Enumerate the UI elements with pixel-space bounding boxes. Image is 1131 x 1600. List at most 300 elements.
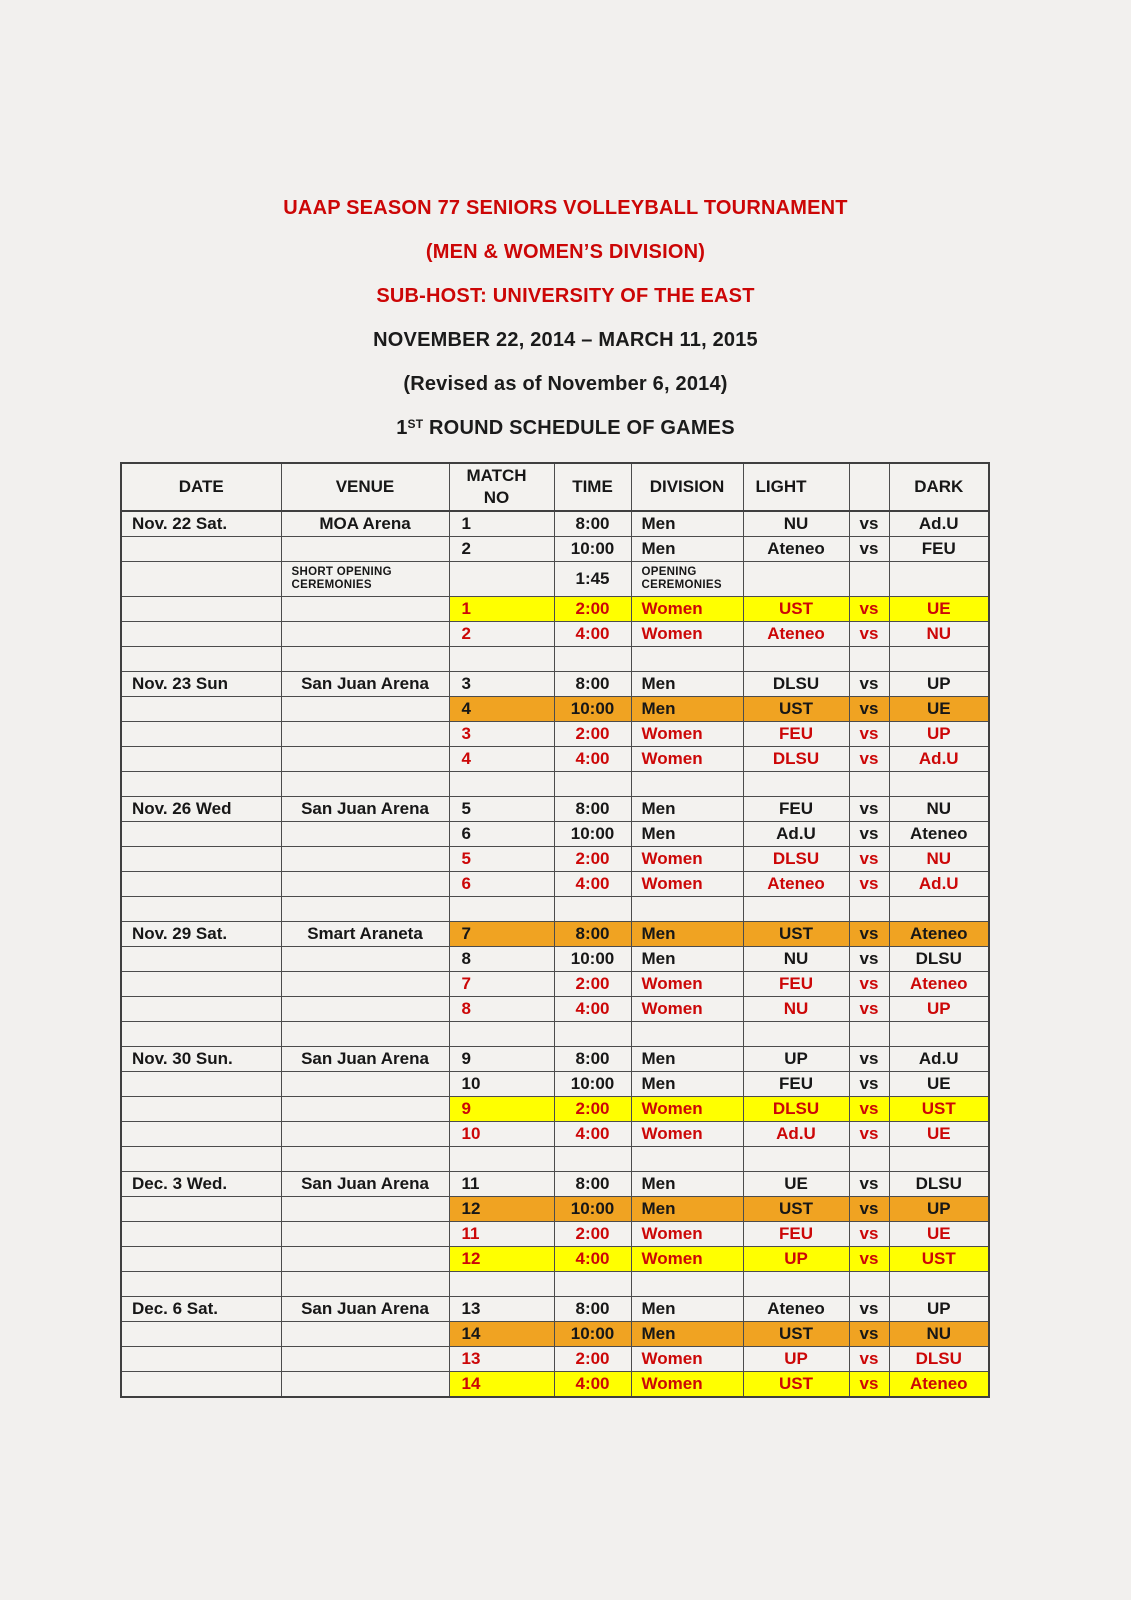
cell-date: Dec. 3 Wed. — [121, 1172, 281, 1197]
cell-match: 11 — [449, 1222, 554, 1247]
cell-vs — [849, 772, 889, 797]
cell-date — [121, 1072, 281, 1097]
cell-date — [121, 1222, 281, 1247]
spacer-row — [121, 1272, 989, 1297]
cell-time — [554, 772, 631, 797]
cell-vs: vs — [849, 622, 889, 647]
column-header-match-label: MATCH NO — [466, 466, 527, 507]
schedule-row — [121, 597, 989, 622]
schedule-row — [121, 722, 989, 747]
cell-division — [631, 772, 743, 797]
cell-date — [121, 997, 281, 1022]
cell-time: 2:00 — [554, 1347, 631, 1372]
cell-date — [121, 1347, 281, 1372]
cell-light: UST — [743, 697, 849, 722]
cell-division: Women — [631, 1222, 743, 1247]
cell-vs: vs — [849, 1172, 889, 1197]
cell-time: 2:00 — [554, 847, 631, 872]
cell-time: 2:00 — [554, 722, 631, 747]
cell-division: Men — [631, 511, 743, 537]
cell-dark: Ad.U — [889, 872, 989, 897]
cell-light: DLSU — [743, 672, 849, 697]
cell-light — [743, 897, 849, 922]
schedule-row — [121, 797, 989, 822]
schedule-table-wrapper — [120, 462, 990, 1398]
cell-division: Women — [631, 847, 743, 872]
cell-dark: NU — [889, 622, 989, 647]
cell-date — [121, 537, 281, 562]
cell-date — [121, 747, 281, 772]
cell-time: 8:00 — [554, 922, 631, 947]
schedule-row — [121, 1172, 989, 1197]
cell-dark: UP — [889, 722, 989, 747]
cell-division: Women — [631, 622, 743, 647]
column-header-dark: DARK — [889, 463, 989, 511]
cell-time — [554, 897, 631, 922]
cell-match: 12 — [449, 1247, 554, 1272]
schedule-row — [121, 1072, 989, 1097]
cell-date: Nov. 30 Sun. — [121, 1047, 281, 1072]
cell-dark: UE — [889, 1072, 989, 1097]
cell-division: Women — [631, 872, 743, 897]
cell-division: Women — [631, 1372, 743, 1398]
cell-date — [121, 972, 281, 997]
cell-division — [631, 1022, 743, 1047]
cell-vs: vs — [849, 511, 889, 537]
schedule-row — [121, 822, 989, 847]
cell-venue — [281, 647, 449, 672]
cell-vs: vs — [849, 1072, 889, 1097]
schedule-row — [121, 1122, 989, 1147]
cell-light: UP — [743, 1047, 849, 1072]
cell-vs: vs — [849, 722, 889, 747]
cell-division: Women — [631, 997, 743, 1022]
cell-date — [121, 1247, 281, 1272]
cell-vs: vs — [849, 972, 889, 997]
cell-match: 3 — [449, 722, 554, 747]
cell-light — [743, 647, 849, 672]
cell-venue: San Juan Arena — [281, 672, 449, 697]
cell-time — [554, 1147, 631, 1172]
cell-light: Ateneo — [743, 622, 849, 647]
cell-match: 12 — [449, 1197, 554, 1222]
schedule-table-head — [121, 463, 989, 511]
cell-dark — [889, 772, 989, 797]
column-header-division: DIVISION — [631, 463, 743, 511]
round-number: 1 — [396, 417, 408, 439]
cell-division: Women — [631, 1122, 743, 1147]
cell-light: UP — [743, 1347, 849, 1372]
schedule-row — [121, 922, 989, 947]
cell-vs: vs — [849, 1347, 889, 1372]
cell-venue — [281, 1147, 449, 1172]
cell-match: 4 — [449, 697, 554, 722]
cell-time — [554, 647, 631, 672]
column-header-venue: VENUE — [281, 463, 449, 511]
cell-date: Nov. 22 Sat. — [121, 511, 281, 537]
cell-venue — [281, 997, 449, 1022]
cell-time: 10:00 — [554, 537, 631, 562]
cell-match — [449, 1147, 554, 1172]
cell-division: Men — [631, 947, 743, 972]
cell-division: Women — [631, 1347, 743, 1372]
cell-division: Men — [631, 697, 743, 722]
cell-time: 4:00 — [554, 872, 631, 897]
cell-division: Men — [631, 822, 743, 847]
cell-venue — [281, 722, 449, 747]
cell-dark: Ateneo — [889, 972, 989, 997]
cell-match: 8 — [449, 947, 554, 972]
cell-light: Ad.U — [743, 822, 849, 847]
document-heading — [0, 197, 1131, 461]
cell-venue: SHORT OPENING CEREMONIES — [281, 562, 449, 597]
cell-dark: UE — [889, 697, 989, 722]
cell-venue — [281, 1322, 449, 1347]
cell-time — [554, 1272, 631, 1297]
cell-time: 2:00 — [554, 972, 631, 997]
cell-venue: San Juan Arena — [281, 1172, 449, 1197]
cell-vs: vs — [849, 537, 889, 562]
schedule-row — [121, 511, 989, 537]
cell-dark: DLSU — [889, 947, 989, 972]
cell-venue — [281, 1022, 449, 1047]
cell-vs: vs — [849, 822, 889, 847]
cell-venue — [281, 972, 449, 997]
cell-division: Women — [631, 1097, 743, 1122]
cell-venue — [281, 537, 449, 562]
cell-vs: vs — [849, 1247, 889, 1272]
cell-vs: vs — [849, 1322, 889, 1347]
schedule-table — [120, 462, 990, 1398]
schedule-row — [121, 1347, 989, 1372]
cell-light: UST — [743, 922, 849, 947]
cell-match — [449, 772, 554, 797]
cell-light: UST — [743, 1372, 849, 1398]
cell-date — [121, 1022, 281, 1047]
cell-time: 10:00 — [554, 697, 631, 722]
cell-date — [121, 847, 281, 872]
cell-venue — [281, 1097, 449, 1122]
cell-match — [449, 897, 554, 922]
cell-date — [121, 1197, 281, 1222]
cell-match: 11 — [449, 1172, 554, 1197]
cell-time: 10:00 — [554, 822, 631, 847]
spacer-row — [121, 897, 989, 922]
cell-date — [121, 697, 281, 722]
cell-dark: Ad.U — [889, 1047, 989, 1072]
cell-time: 8:00 — [554, 672, 631, 697]
cell-time: 8:00 — [554, 797, 631, 822]
cell-time: 4:00 — [554, 997, 631, 1022]
cell-match: 8 — [449, 997, 554, 1022]
cell-date: Dec. 6 Sat. — [121, 1297, 281, 1322]
schedule-row — [121, 1097, 989, 1122]
cell-vs: vs — [849, 747, 889, 772]
cell-venue: San Juan Arena — [281, 797, 449, 822]
cell-match: 7 — [449, 922, 554, 947]
cell-division: Men — [631, 1172, 743, 1197]
cell-light: DLSU — [743, 747, 849, 772]
revision-line: (Revised as of November 6, 2014) — [403, 373, 728, 395]
cell-dark: UST — [889, 1097, 989, 1122]
cell-date — [121, 897, 281, 922]
spacer-row — [121, 1022, 989, 1047]
cell-vs — [849, 1022, 889, 1047]
cell-light: Ateneo — [743, 872, 849, 897]
cell-light — [743, 772, 849, 797]
cell-date — [121, 1122, 281, 1147]
cell-light: FEU — [743, 972, 849, 997]
cell-dark: FEU — [889, 537, 989, 562]
cell-division: Men — [631, 797, 743, 822]
cell-venue — [281, 1247, 449, 1272]
cell-match: 10 — [449, 1072, 554, 1097]
cell-time: 4:00 — [554, 622, 631, 647]
cell-venue: MOA Arena — [281, 511, 449, 537]
cell-light: Ad.U — [743, 1122, 849, 1147]
cell-match: 14 — [449, 1322, 554, 1347]
cell-date: Nov. 29 Sat. — [121, 922, 281, 947]
cell-date — [121, 947, 281, 972]
cell-dark: UST — [889, 1247, 989, 1272]
cell-date: Nov. 26 Wed — [121, 797, 281, 822]
cell-vs: vs — [849, 947, 889, 972]
cell-division: Women — [631, 597, 743, 622]
cell-match: 1 — [449, 597, 554, 622]
cell-date — [121, 1322, 281, 1347]
cell-division: Men — [631, 1072, 743, 1097]
cell-light: FEU — [743, 1222, 849, 1247]
cell-date — [121, 822, 281, 847]
spacer-row — [121, 1147, 989, 1172]
cell-light: FEU — [743, 722, 849, 747]
cell-date — [121, 1372, 281, 1398]
cell-match: 6 — [449, 822, 554, 847]
cell-vs: vs — [849, 672, 889, 697]
cell-light: FEU — [743, 1072, 849, 1097]
cell-dark — [889, 562, 989, 597]
schedule-row — [121, 697, 989, 722]
cell-light: Ateneo — [743, 1297, 849, 1322]
cell-light: DLSU — [743, 847, 849, 872]
cell-match: 7 — [449, 972, 554, 997]
cell-vs: vs — [849, 1372, 889, 1398]
cell-light — [743, 562, 849, 597]
cell-dark — [889, 897, 989, 922]
cell-venue: Smart Araneta — [281, 922, 449, 947]
cell-dark: NU — [889, 1322, 989, 1347]
cell-vs — [849, 897, 889, 922]
schedule-row — [121, 847, 989, 872]
cell-division — [631, 1147, 743, 1172]
cell-dark: Ateneo — [889, 1372, 989, 1398]
cell-vs — [849, 1147, 889, 1172]
cell-date — [121, 1147, 281, 1172]
cell-date — [121, 647, 281, 672]
schedule-row — [121, 1322, 989, 1347]
cell-time: 4:00 — [554, 1122, 631, 1147]
cell-time: 4:00 — [554, 747, 631, 772]
cell-match — [449, 1022, 554, 1047]
schedule-row — [121, 972, 989, 997]
cell-match: 5 — [449, 797, 554, 822]
cell-division: Men — [631, 1197, 743, 1222]
cell-match — [449, 1272, 554, 1297]
cell-match: 5 — [449, 847, 554, 872]
cell-vs — [849, 1272, 889, 1297]
schedule-row — [121, 1247, 989, 1272]
cell-match: 6 — [449, 872, 554, 897]
cell-dark: UP — [889, 1197, 989, 1222]
cell-venue — [281, 872, 449, 897]
cell-time — [554, 1022, 631, 1047]
cell-date — [121, 562, 281, 597]
cell-light: UST — [743, 597, 849, 622]
schedule-row — [121, 1197, 989, 1222]
cell-division — [631, 1272, 743, 1297]
cell-time: 4:00 — [554, 1372, 631, 1398]
title-line-1: UAAP SEASON 77 SENIORS VOLLEYBALL TOURNAMENT — [283, 197, 848, 219]
cell-date: Nov. 23 Sun — [121, 672, 281, 697]
cell-date — [121, 597, 281, 622]
cell-venue — [281, 622, 449, 647]
cell-light: UE — [743, 1172, 849, 1197]
cell-time: 4:00 — [554, 1247, 631, 1272]
cell-vs: vs — [849, 847, 889, 872]
cell-time: 10:00 — [554, 1197, 631, 1222]
cell-dark: Ateneo — [889, 922, 989, 947]
cell-venue — [281, 1372, 449, 1398]
cell-venue — [281, 822, 449, 847]
cell-vs — [849, 562, 889, 597]
cell-division: Women — [631, 1247, 743, 1272]
schedule-row — [121, 1047, 989, 1072]
cell-division: OPENING CEREMONIES — [631, 562, 743, 597]
cell-date — [121, 1272, 281, 1297]
ceremony-row — [121, 562, 989, 597]
cell-venue: San Juan Arena — [281, 1047, 449, 1072]
cell-match: 2 — [449, 537, 554, 562]
cell-vs: vs — [849, 1222, 889, 1247]
cell-time: 1:45 — [554, 562, 631, 597]
cell-division: Men — [631, 672, 743, 697]
cell-time: 2:00 — [554, 597, 631, 622]
cell-division: Women — [631, 722, 743, 747]
cell-date — [121, 1097, 281, 1122]
round-heading — [0, 417, 1131, 440]
cell-venue — [281, 1197, 449, 1222]
cell-vs: vs — [849, 597, 889, 622]
cell-venue: San Juan Arena — [281, 1297, 449, 1322]
cell-light: UST — [743, 1322, 849, 1347]
cell-dark: UP — [889, 672, 989, 697]
cell-time: 8:00 — [554, 511, 631, 537]
cell-light — [743, 1272, 849, 1297]
cell-dark: Ad.U — [889, 747, 989, 772]
cell-match: 4 — [449, 747, 554, 772]
cell-venue — [281, 1122, 449, 1147]
cell-match: 13 — [449, 1347, 554, 1372]
schedule-row — [121, 1222, 989, 1247]
cell-light — [743, 1147, 849, 1172]
cell-time: 2:00 — [554, 1222, 631, 1247]
cell-division: Women — [631, 747, 743, 772]
cell-vs: vs — [849, 1122, 889, 1147]
cell-dark — [889, 647, 989, 672]
schedule-row — [121, 537, 989, 562]
cell-time: 8:00 — [554, 1297, 631, 1322]
cell-vs: vs — [849, 1297, 889, 1322]
column-header-time: TIME — [554, 463, 631, 511]
cell-venue — [281, 697, 449, 722]
cell-light: FEU — [743, 797, 849, 822]
cell-vs: vs — [849, 797, 889, 822]
cell-dark: DLSU — [889, 1172, 989, 1197]
title-line-3: SUB-HOST: UNIVERSITY OF THE EAST — [376, 285, 755, 307]
cell-match: 14 — [449, 1372, 554, 1398]
cell-dark — [889, 1272, 989, 1297]
schedule-row — [121, 1297, 989, 1322]
cell-match: 9 — [449, 1097, 554, 1122]
cell-date — [121, 872, 281, 897]
cell-venue — [281, 1347, 449, 1372]
cell-vs: vs — [849, 1197, 889, 1222]
date-range-line: NOVEMBER 22, 2014 – MARCH 11, 2015 — [373, 329, 758, 351]
cell-division: Men — [631, 1047, 743, 1072]
cell-light: DLSU — [743, 1097, 849, 1122]
cell-venue — [281, 847, 449, 872]
cell-dark: Ad.U — [889, 511, 989, 537]
cell-light: Ateneo — [743, 537, 849, 562]
cell-match: 2 — [449, 622, 554, 647]
schedule-row — [121, 1372, 989, 1398]
cell-date — [121, 722, 281, 747]
cell-dark — [889, 1147, 989, 1172]
cell-division: Men — [631, 537, 743, 562]
cell-light: NU — [743, 947, 849, 972]
cell-dark: UE — [889, 1122, 989, 1147]
cell-match — [449, 562, 554, 597]
cell-light: NU — [743, 997, 849, 1022]
cell-dark: UP — [889, 1297, 989, 1322]
cell-time: 8:00 — [554, 1172, 631, 1197]
title-line-2: (MEN & WOMEN’S DIVISION) — [425, 241, 706, 263]
cell-venue — [281, 747, 449, 772]
cell-division — [631, 647, 743, 672]
cell-vs: vs — [849, 697, 889, 722]
cell-match: 1 — [449, 511, 554, 537]
schedule-row — [121, 997, 989, 1022]
schedule-row — [121, 622, 989, 647]
schedule-row — [121, 947, 989, 972]
cell-dark: UE — [889, 597, 989, 622]
cell-vs: vs — [849, 1047, 889, 1072]
cell-vs: vs — [849, 922, 889, 947]
schedule-row — [121, 872, 989, 897]
cell-division: Men — [631, 922, 743, 947]
header-row — [121, 463, 989, 511]
cell-division — [631, 897, 743, 922]
cell-date — [121, 622, 281, 647]
cell-venue — [281, 1272, 449, 1297]
cell-dark: UP — [889, 997, 989, 1022]
cell-vs: vs — [849, 997, 889, 1022]
cell-division: Women — [631, 972, 743, 997]
cell-light: UST — [743, 1197, 849, 1222]
column-header-match — [449, 463, 554, 511]
cell-date — [121, 772, 281, 797]
cell-match: 9 — [449, 1047, 554, 1072]
